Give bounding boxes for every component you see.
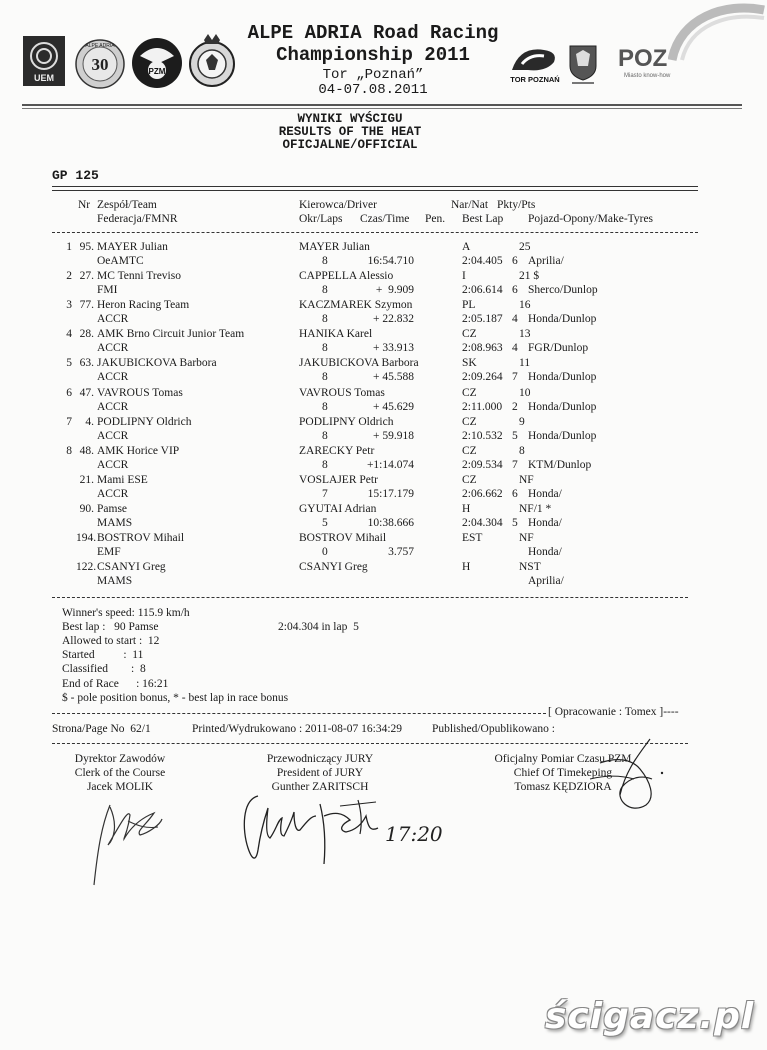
result-nat: CZ xyxy=(462,416,477,428)
prepared-divider xyxy=(52,713,546,714)
result-machine: Aprilia/ xyxy=(528,255,564,267)
class-name: GP 125 xyxy=(52,168,99,183)
result-best-lap: 2:09.264 xyxy=(462,371,503,383)
corner-helmet-icon xyxy=(668,0,767,62)
result-nat: CZ xyxy=(462,445,477,457)
result-driver: BOSTROV Mihail xyxy=(299,532,387,544)
result-number: 95. xyxy=(79,241,94,253)
result-number: 63. xyxy=(79,357,94,369)
result-number: 27. xyxy=(79,270,94,282)
col-federation: Federacja/FMNR xyxy=(97,213,178,225)
result-laps: 8 xyxy=(322,342,328,354)
col-nat: Nar/Nat xyxy=(451,199,489,211)
svg-text:Miasto know-how: Miasto know-how xyxy=(624,73,671,79)
result-laps: 0 xyxy=(322,546,328,558)
result-machine: KTM/Dunlop xyxy=(528,459,592,471)
result-nat: CZ xyxy=(462,328,477,340)
svg-text:POZ: POZ xyxy=(618,45,668,72)
results-title-en: RESULTS OF THE HEAT xyxy=(278,125,422,139)
result-pts: 8 xyxy=(519,445,525,457)
result-nat: A xyxy=(462,241,471,253)
page-number: Strona/Page No 62/1 xyxy=(52,723,151,735)
result-number: 47. xyxy=(79,387,94,399)
result-federation: ACCR xyxy=(97,313,129,325)
result-laps: 8 xyxy=(322,313,328,325)
result-driver: CSANYI Greg xyxy=(299,561,368,573)
result-laps: 5 xyxy=(322,517,328,529)
result-position: 1 xyxy=(66,241,72,253)
result-laps: 7 xyxy=(322,488,328,500)
result-position: 8 xyxy=(66,445,72,457)
clerk-signature-icon xyxy=(88,795,168,890)
result-team: JAKUBICKOVA Barbora xyxy=(97,357,217,369)
result-federation: ACCR xyxy=(97,488,129,500)
result-best-lap: 2:09.534 xyxy=(462,459,503,471)
col-pts: Pkty/Pts xyxy=(497,199,536,211)
result-time: 3.757 xyxy=(388,546,414,558)
result-time: + 45.629 xyxy=(373,401,414,413)
result-time: 10:38.666 xyxy=(367,517,414,529)
best-lap-time: 2:04.304 in lap 5 xyxy=(278,621,359,633)
result-machine: Aprilia/ xyxy=(528,575,564,587)
result-position: 4 xyxy=(66,328,72,340)
result-position: 5 xyxy=(66,357,72,369)
col-nr: Nr xyxy=(78,199,91,211)
result-pts: NST xyxy=(519,561,541,573)
handwritten-time: 17:20 xyxy=(385,822,443,846)
result-driver: VAVROUS Tomas xyxy=(299,387,385,399)
classified: Classified : 8 xyxy=(62,663,146,675)
result-nat: EST xyxy=(462,532,483,544)
prepared-by: [ Opracowanie : Tomex ]---- xyxy=(548,706,679,718)
result-laps: 8 xyxy=(322,401,328,413)
result-federation: EMF xyxy=(97,546,121,558)
jury-role-pl: Przewodniczący JURY xyxy=(266,753,374,765)
result-best-lap: 2:06.614 xyxy=(462,284,503,296)
result-federation: ACCR xyxy=(97,459,129,471)
result-number: 21. xyxy=(79,474,94,486)
col-team: Zespół/Team xyxy=(97,199,157,211)
jury-name: Gunther ZARITSCH xyxy=(271,781,369,793)
svg-text:PZM: PZM xyxy=(148,67,166,76)
svg-text:UEM: UEM xyxy=(34,73,54,83)
venue: Tor „Poznań” xyxy=(322,67,424,83)
result-pts: 16 xyxy=(519,299,531,311)
result-time: + 45.588 xyxy=(373,371,414,383)
result-best-lap-number: 5 xyxy=(512,517,518,529)
result-machine: Honda/ xyxy=(528,488,562,500)
result-time: 16:54.710 xyxy=(367,255,414,267)
col-driver: Kierowca/Driver xyxy=(299,199,377,211)
result-laps: 8 xyxy=(322,430,328,442)
result-team: CSANYI Greg xyxy=(97,561,166,573)
result-laps: 8 xyxy=(322,459,328,471)
svg-text:30: 30 xyxy=(91,55,109,74)
result-machine: Honda/ xyxy=(528,546,562,558)
result-pts: NF/1 * xyxy=(519,503,552,515)
result-machine: Honda/Dunlop xyxy=(528,313,597,325)
result-time: + 33.913 xyxy=(373,342,414,354)
result-best-lap: 2:04.304 xyxy=(462,517,503,529)
col-pen: Pen. xyxy=(425,213,446,225)
result-time: 15:17.179 xyxy=(367,488,414,500)
result-nat: CZ xyxy=(462,474,477,486)
result-pts: 9 xyxy=(519,416,525,428)
result-machine: Sherco/Dunlop xyxy=(528,284,598,296)
voivodeship-crest-icon xyxy=(566,42,600,86)
result-pts: 10 xyxy=(519,387,531,399)
published-label: Published/Opublikowano : xyxy=(432,723,555,735)
result-machine: Honda/Dunlop xyxy=(528,430,597,442)
result-driver: GYUTAI Adrian xyxy=(299,503,377,515)
result-federation: ACCR xyxy=(97,342,129,354)
result-machine: Honda/Dunlop xyxy=(528,401,597,413)
result-team: PODLIPNY Oldrich xyxy=(97,416,192,428)
result-time: + 9.909 xyxy=(375,284,414,296)
result-team: AMK Horice VIP xyxy=(97,445,180,457)
result-number: 90. xyxy=(79,503,94,515)
winner-speed: Winner's speed: 115.9 km/h xyxy=(62,607,190,619)
result-pts: NF xyxy=(519,474,534,486)
result-nat: PL xyxy=(462,299,476,311)
end-of-race: End of Race : 16:21 xyxy=(62,678,169,690)
table-bottom-divider xyxy=(52,597,688,598)
table-top-rule xyxy=(52,186,698,187)
result-time: + 22.832 xyxy=(373,313,414,325)
anniversary-badge-icon xyxy=(74,38,126,90)
result-driver: CAPPELLA Alessio xyxy=(299,270,394,282)
result-best-lap-number: 6 xyxy=(512,284,518,296)
jury-role-en: President of JURY xyxy=(276,767,364,779)
result-number: 48. xyxy=(79,445,94,457)
result-laps: 8 xyxy=(322,371,328,383)
result-best-lap-number: 6 xyxy=(512,488,518,500)
result-time: + 59.918 xyxy=(373,430,414,442)
col-best-lap: Best Lap xyxy=(462,213,504,225)
result-pts: 11 xyxy=(519,357,531,369)
svg-text:ALPE ADRIA: ALPE ADRIA xyxy=(85,43,115,49)
result-pts: 13 xyxy=(519,328,531,340)
result-best-lap: 2:11.000 xyxy=(462,401,503,413)
result-number: 122. xyxy=(76,561,97,573)
result-position: 6 xyxy=(66,387,72,399)
results-title-pl: WYNIKI WYŚCIGU xyxy=(297,112,403,126)
result-federation: MAMS xyxy=(97,575,133,587)
result-federation: ACCR xyxy=(97,371,129,383)
result-best-lap: 2:08.963 xyxy=(462,342,503,354)
result-nat: I xyxy=(462,270,466,282)
result-best-lap-number: 4 xyxy=(512,313,518,325)
result-best-lap: 2:06.662 xyxy=(462,488,503,500)
result-position: 2 xyxy=(66,270,72,282)
result-federation: MAMS xyxy=(97,517,133,529)
result-federation: ACCR xyxy=(97,430,129,442)
col-machine: Pojazd-Opony/Make-Tyres xyxy=(528,213,654,225)
result-driver: JAKUBICKOVA Barbora xyxy=(299,357,419,369)
result-best-lap-number: 7 xyxy=(512,371,518,383)
championship-title-line1: ALPE ADRIA Road Racing xyxy=(247,22,499,44)
result-team: Mami ESE xyxy=(97,474,148,486)
result-team: VAVROUS Tomas xyxy=(97,387,183,399)
result-best-lap: 2:10.532 xyxy=(462,430,503,442)
result-driver: PODLIPNY Oldrich xyxy=(299,416,394,428)
result-best-lap-number: 2 xyxy=(512,401,518,413)
clerk-role-pl: Dyrektor Zawodów xyxy=(74,753,166,765)
result-driver: MAYER Julian xyxy=(299,241,370,253)
clerk-name: Jacek MOLIK xyxy=(86,781,154,793)
clerk-role-en: Clerk of the Course xyxy=(74,767,166,779)
printed-timestamp: Printed/Wydrukowano : 2011-08-07 16:34:29 xyxy=(192,723,403,735)
result-number: 194. xyxy=(76,532,97,544)
result-team: BOSTROV Mihail xyxy=(97,532,185,544)
header-rule xyxy=(22,104,742,106)
result-federation: ACCR xyxy=(97,401,129,413)
result-team: MAYER Julian xyxy=(97,241,168,253)
result-team: Pamse xyxy=(97,503,128,515)
header-rule-2 xyxy=(22,108,742,109)
event-dates: 04-07.08.2011 xyxy=(318,82,428,98)
allowed-to-start: Allowed to start : 12 xyxy=(62,635,160,647)
result-machine: Honda/ xyxy=(528,517,562,529)
result-laps: 8 xyxy=(322,255,328,267)
result-time: +1:14.074 xyxy=(366,459,414,471)
timekeeping-signature-icon xyxy=(560,735,670,820)
best-lap: Best lap : 90 Pamse xyxy=(62,621,159,633)
timekeeping-name: Tomasz KĘDZIORA xyxy=(514,781,612,793)
result-team: MC Tenni Treviso xyxy=(97,270,181,282)
result-machine: Honda/Dunlop xyxy=(528,371,597,383)
result-pts: NF xyxy=(519,532,534,544)
col-time: Czas/Time xyxy=(360,213,410,225)
result-driver: ZARECKY Petr xyxy=(299,445,375,457)
pzm-logo-icon xyxy=(130,36,184,90)
header-divider xyxy=(52,232,698,233)
result-nat: H xyxy=(462,503,471,515)
result-position: 3 xyxy=(66,299,72,311)
championship-title-line2: Championship 2011 xyxy=(276,44,470,66)
result-best-lap: 2:04.405 xyxy=(462,255,503,267)
table-top-rule-2 xyxy=(52,190,698,191)
result-best-lap-number: 7 xyxy=(512,459,518,471)
result-number: 28. xyxy=(79,328,94,340)
result-number: 4. xyxy=(85,416,94,428)
result-team: AMK Brno Circuit Junior Team xyxy=(97,328,245,340)
bonus-legend: $ - pole position bonus, * - best lap in race bonus xyxy=(62,692,289,704)
watermark: ścigacz.pl xyxy=(545,996,755,1037)
col-laps: Okr/Laps xyxy=(299,213,343,225)
svg-text:TOR POZNAŃ: TOR POZNAŃ xyxy=(510,75,560,84)
result-nat: H xyxy=(462,561,471,573)
result-pts: 25 xyxy=(519,241,531,253)
result-position: 7 xyxy=(66,416,72,428)
result-driver: VOSLAJER Petr xyxy=(299,474,378,486)
result-pts: 21 $ xyxy=(519,270,540,282)
results-status: OFICJALNE/OFFICIAL xyxy=(282,138,418,152)
result-team: Heron Racing Team xyxy=(97,299,190,311)
result-federation: OeAMTC xyxy=(97,255,144,267)
result-best-lap-number: 6 xyxy=(512,255,518,267)
result-best-lap-number: 5 xyxy=(512,430,518,442)
result-driver: KACZMAREK Szymon xyxy=(299,299,413,311)
result-nat: SK xyxy=(462,357,477,369)
result-best-lap-number: 4 xyxy=(512,342,518,354)
result-best-lap: 2:05.187 xyxy=(462,313,503,325)
timekeeping-role-en: Chief Of Timekeping xyxy=(513,767,613,779)
timekeeping-role-pl: Oficjalny Pomiar Czasu PZM xyxy=(494,753,632,765)
result-nat: CZ xyxy=(462,387,477,399)
result-machine: FGR/Dunlop xyxy=(528,342,589,354)
uem-logo-icon xyxy=(23,36,65,86)
started: Started : 11 xyxy=(62,649,144,661)
result-federation: FMI xyxy=(97,284,118,296)
result-laps: 8 xyxy=(322,284,328,296)
result-number: 77. xyxy=(79,299,94,311)
result-driver: HANIKA Karel xyxy=(299,328,373,340)
